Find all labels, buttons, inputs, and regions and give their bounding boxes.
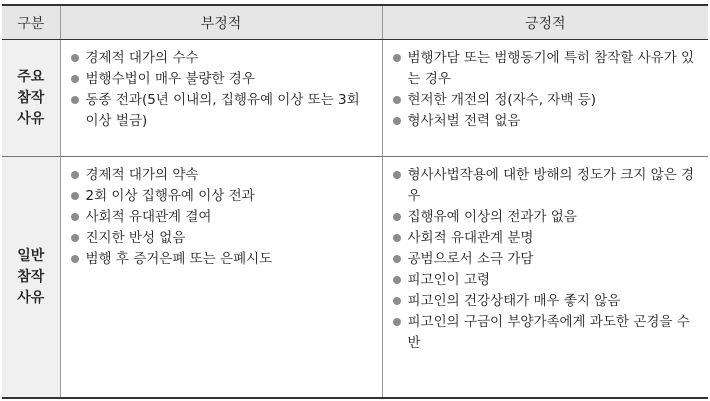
table-row-major xyxy=(2,40,708,157)
header-positive: 긍정적 xyxy=(382,5,708,40)
list-item: 피고인이 고령 xyxy=(391,270,703,291)
positive-cell xyxy=(382,157,708,399)
list-item: 형사사법작용에 대한 방해의 정도가 크지 않은 경우 xyxy=(391,165,703,207)
list-item: 2회 이상 집행유예 이상 전과 xyxy=(69,186,376,207)
list-item: 범행수법이 매우 불량한 경우 xyxy=(69,69,376,90)
list-item: 범행가담 또는 범행동기에 특히 참작할 사유가 있는 경우 xyxy=(391,48,703,90)
list-item: 피고인의 건강상태가 매우 좋지 않음 xyxy=(391,291,703,312)
list-item: 동종 전과(5년 이내의, 집행유예 이상 또는 3회 이상 벌금) xyxy=(69,90,376,132)
positive-list xyxy=(383,40,709,138)
positive-list xyxy=(383,157,709,360)
negative-list xyxy=(61,157,382,276)
category-label: 일반 참작 사유 xyxy=(17,247,45,306)
table-header-row xyxy=(2,5,708,40)
category-label: 주요 참작 사유 xyxy=(17,68,45,127)
row-category xyxy=(2,157,60,399)
table-row-general xyxy=(2,157,708,399)
negative-cell xyxy=(60,157,382,399)
list-item: 경제적 대가의 약속 xyxy=(69,165,376,186)
list-item: 경제적 대가의 수수 xyxy=(69,48,376,69)
list-item: 현저한 개전의 정(자수, 자백 등) xyxy=(391,90,703,111)
list-item: 사회적 유대관계 분명 xyxy=(391,228,703,249)
list-item: 공범으로서 소극 가담 xyxy=(391,249,703,270)
row-category xyxy=(2,40,60,157)
list-item: 진지한 반성 없음 xyxy=(69,228,376,249)
positive-cell xyxy=(382,40,708,157)
list-item: 사회적 유대관계 결여 xyxy=(69,207,376,228)
list-item: 형사처벌 전력 없음 xyxy=(391,111,703,132)
header-negative: 부정적 xyxy=(60,5,382,40)
list-item: 피고인의 구금이 부양가족에게 과도한 곤경을 수반 xyxy=(391,312,703,354)
header-category: 구분 xyxy=(2,5,60,40)
list-item: 범행 후 증거은폐 또는 은폐시도 xyxy=(69,249,376,270)
negative-cell xyxy=(60,40,382,157)
negative-list xyxy=(61,40,382,138)
sentencing-factors-table xyxy=(2,4,708,399)
list-item: 집행유예 이상의 전과가 없음 xyxy=(391,207,703,228)
